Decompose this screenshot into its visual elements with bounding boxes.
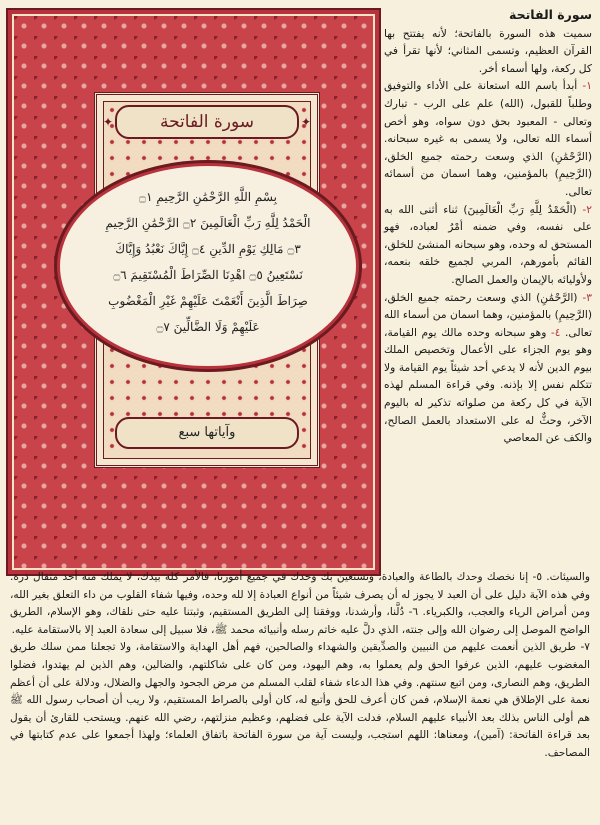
tafsir-text: وهو سبحانه وحده مالك يوم القيامة، وهو يوم الجزاء على الأعمال وتخصيص الملك بيوم الدين لأنه لا يدعي أحد شيئاً يوم القيامة ولا تتكلم نفس إلا بإذنه. وفي قراءة المسلم لهذه الآية في كل ركعة من صلواته تذكير له باليوم الآخر، وحثٌّ له على الاستعداد بالعمل الصالح، والكف عن المعاصي	[384, 325, 592, 445]
verse-number: ٣-	[582, 290, 592, 304]
frame-inner-panel	[94, 92, 320, 468]
verse-line: عَلَيْهِمْ وَلَا الضَّالِّينَ ۝٧	[156, 320, 260, 334]
tafsir-text: (الرَّحْمَٰنِ) الذي وسعت رحمته جميع الخلق، (الرَّحِيمِ) بالمؤمنين، وهما اسمان من أسماء الله تعالى.	[384, 290, 592, 339]
verse-line: الْحَمْدُ لِلَّهِ رَبِّ الْعَالَمِينَ ۝٢ الرَّحْمَٰنِ الرَّحِيمِ	[105, 216, 311, 230]
tafsir-bottom-block	[10, 569, 590, 763]
surah-title-cartouche: ✦ سورة الفاتحة ✦	[115, 105, 299, 139]
verse-number: ١-	[582, 79, 592, 93]
column-surah-title: سورة الفاتحة	[508, 7, 592, 22]
tafsir-text: (الْحَمْدُ لِلَّهِ رَبِّ الْعَالَمِينَ) ثناء أثنى الله به على نفسه، وفي ضمنه أمْرُ لعباده، فهو المستحق له وحده، وهو سبحانه المنشئ للخلق، القائم بأمورهم، المربي لجميع خلقه بنعمه، ولأوليائه بالإيمان والعمل الصالح.	[384, 202, 592, 286]
decorative-frame	[6, 8, 381, 576]
verse-line: نَسْتَعِينُ ۝٥ اهْدِنَا الصِّرَاطَ الْمُسْتَقِيمَ ۝٦	[113, 268, 303, 282]
tafsir-paragraph-2	[384, 201, 592, 289]
verse-number: ٢-	[582, 202, 592, 216]
verse-count-cartouche: وآياتها سبع	[115, 417, 299, 449]
verse-lines	[88, 184, 328, 340]
tafsir-text: أبدأ باسم الله استعانة على الأداء والتوفيق وطلباً للقبول، (الله) علم على الرب - تبارك وتعالى - المعبود بحق دون سواه، وهو أخص أسماء الله تعالى، ولا يسمى به غيره سبحانه. (الرَّحْمَٰنِ) الذي وسعت رحمته جميع الخلق، (الرَّحِيمِ) بالمؤمنين، وهما اسمان من أسمائه تعالى.	[384, 79, 592, 198]
intro-paragraph: سميت هذه السورة بالفاتحة؛ لأنه يفتتح بها القرآن العظيم، وتسمى المثاني؛ لأنها تقرأ في كل ركعة، ولها أسماء أخر.	[384, 26, 592, 75]
verse-line: صِرَاطَ الَّذِينَ أَنْعَمْتَ عَلَيْهِمْ غَيْرِ الْمَغْضُوبِ	[108, 294, 308, 308]
verse-number: ٤-	[550, 325, 561, 339]
tafsir-column	[384, 6, 592, 447]
verse-line: بِسْمِ اللَّهِ الرَّحْمَٰنِ الرَّحِيمِ ۝١	[139, 190, 277, 204]
tafsir-paragraph-5-6: والسيئات. ٥- إنا نخصك وحدك بالطاعة والعبادة، ونستعين بك وحدك في جميع أمورنا، فالأمر كله بيدك، لا يملك منه أحد مثقال ذرة. وفي هذه الآية دليل على أن العبد لا يجوز له أن يصرف شيئاً من أنواع العبادة إلا لله وحده، وفيها شفاء القلوب من داء التعلق بغير الله، ومن أمراض الرياء والعجب، والكبرياء. ٦- دُلَّنا، وأرشدنا، ووفقنا إلى الطريق المستقيم، وثبتنا عليه حتى نلقاك، وهو الإسلام، الطريق الواضح الموصل إلى رضوان الله وإلى جنته، الذي دلَّ عليه خاتم رسله وأنبيائه محمد ﷺ، فلا سبيل إلى سعادة العبد إلا بالاستقامة عليه.	[10, 571, 590, 636]
tafsir-paragraph-1	[384, 77, 592, 200]
verse-oval	[57, 163, 359, 369]
verse-line: ۝٣ مَالِكِ يَوْمِ الدِّينِ ۝٤ إِيَّاكَ نَعْبُدُ وَإِيَّاكَ	[115, 242, 301, 256]
tafsir-paragraph-7: ٧- طريق الذين أنعمت عليهم من النبيين والصدِّيقين والشهداء والصالحين، فهم أهل الهداية والاستقامة، ولا تجعلنا ممن سلك طريق المغضوب عليهم، الذين عرفوا الحق ولم يعملوا به، وهم اليهود، ومن كان على شاكلتهم، والضالين، وهم الذين لم يهتدوا، فضلوا الطريق، وهم النصارى، ومن اتبع سنتهم. وفي هذا الدعاء شفاء لقلب المسلم من مرض الجحود والجهل والضلال، ودلالة على أن أعظم نعمة على الإطلاق هي نعمة الإسلام، فمن كان أعرف للحق وأتبع له، كان أولى بالصراط المستقيم، ولا ريب أن أصحاب رسول الله ﷺ هم أولى الناس بذلك بعد الأنبياء عليهم السلام، فدلت الآية على فضلهم، وعظيم منزلتهم، رضي الله عنهم. ويستحب للقارئ أن يقول بعد قراءة الفاتحة: (آمين)، ومعناها: اللهم استجب، وليست آية من سورة الفاتحة باتفاق العلماء؛ ولهذا أجمعوا على عدم كتابتها في المصاحف.	[10, 641, 590, 759]
tafsir-paragraph-3	[384, 289, 592, 447]
